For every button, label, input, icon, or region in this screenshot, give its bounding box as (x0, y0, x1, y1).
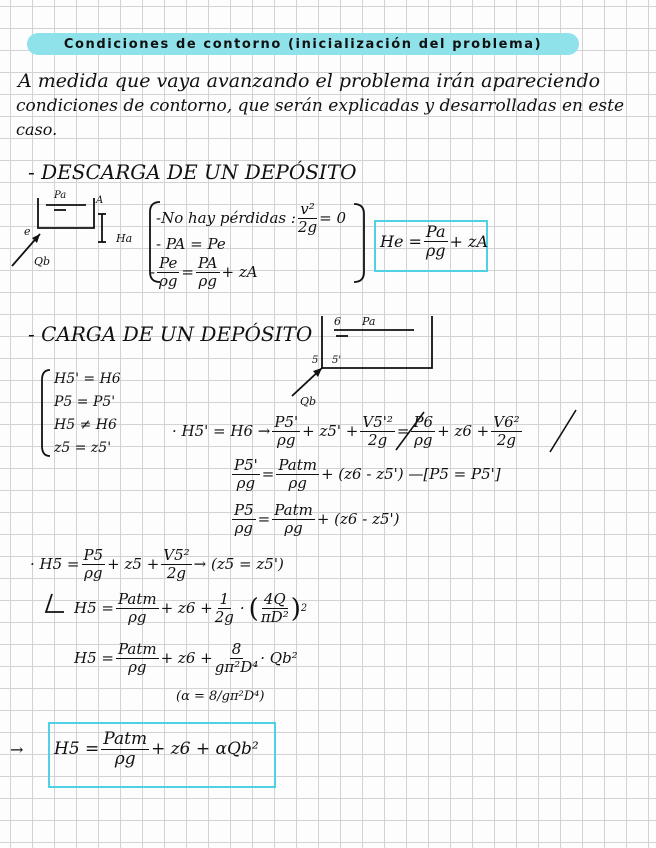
carga-5-label: 5 (312, 355, 319, 366)
carga-6-label: 6 (334, 315, 341, 328)
carga-5p-label: 5' (332, 355, 342, 366)
descarga-a-label: A (96, 195, 104, 206)
descarga-condition-1: -No hay pérdidas : $\frac{\text{v²}}{2g}$ = 0 (156, 200, 346, 236)
section-title: Condiciones de contorno (inicialización del problema) (27, 33, 579, 55)
intro-line-2: condiciones de contorno, que serán explicadas y desarrolladas en este (16, 96, 625, 116)
carga-condition-2: P5 = P5' (54, 394, 116, 410)
carga-equation-1: · H5' = H6 → $\frac{P5'}{\rho g}$ + z5' + $\frac{\text{V5'²}}{2g}$ = $\frac{P6}{\rho g}$ + z6 + $\frac{\text{V6²}}{2g}$ (172, 413, 520, 449)
carga-heading: - CARGA DE UN DEPÓSITO (28, 322, 313, 346)
descarga-pa-label: Pa (54, 190, 67, 201)
carga-pa-label: Pa (362, 315, 376, 328)
carga-equation-3: $\frac{P5}{\rho g}$ = $\frac{\text{Patm}}{\rho g}$ + (z6 - z5') (234, 501, 400, 537)
intro-line-3: caso. (16, 120, 58, 139)
carga-condition-3: H5 ≠ H6 (54, 417, 117, 433)
carga-result-formula: H5 = $\frac{\text{Patm}}{\rho g}$ + z6 + αQb² (54, 729, 259, 769)
descarga-e-label: e (24, 225, 31, 238)
alpha-definition: (α = 8/gπ²D⁴) (176, 689, 265, 704)
intro-line-1: A medida que vaya avanzando el problema irán apareciendo (18, 70, 601, 92)
final-arrow: → (10, 740, 24, 759)
descarga-heading: - DESCARGA DE UN DEPÓSITO (28, 160, 357, 184)
carga-equation-5: H5 = $\frac{\text{Patm}}{\rho g}$ + z6 + $\frac{1}{2g}$ · ( $\frac{4Q}{\text{πD²}}$ ) 2 (74, 590, 308, 626)
carga-qb-label: Qb (300, 395, 317, 408)
carga-equation-4: · H5 = $\frac{P5}{\rho g}$ + z5 + $\frac{\text{V5²}}{2g}$ → (z5 = z5') (30, 546, 284, 582)
descarga-qb-label: Qb (34, 255, 51, 268)
carga-condition-1: H5' = H6 (54, 371, 121, 387)
descarga-condition-3: - $\frac{Pe}{\rho g}$ = $\frac{PA}{\rho g}$ + zA (150, 254, 258, 290)
descarga-ha-label: Ha (116, 232, 133, 245)
carga-equation-2: $\frac{P5'}{\rho g}$ = $\frac{\text{Patm}}{\rho g}$ + (z6 - z5') — [P5 = P5'] (234, 456, 501, 492)
carga-condition-4: z5 = z5' (54, 440, 112, 456)
carga-equation-6: H5 = $\frac{\text{Patm}}{\rho g}$ + z6 + $\frac{8}{\text{gπ²D⁴}}$ · Qb² (74, 640, 298, 676)
descarga-condition-2: - PA = Pe (156, 235, 226, 253)
descarga-result-formula: He = $\frac{Pa}{\rho g}$ + zA (380, 222, 488, 260)
